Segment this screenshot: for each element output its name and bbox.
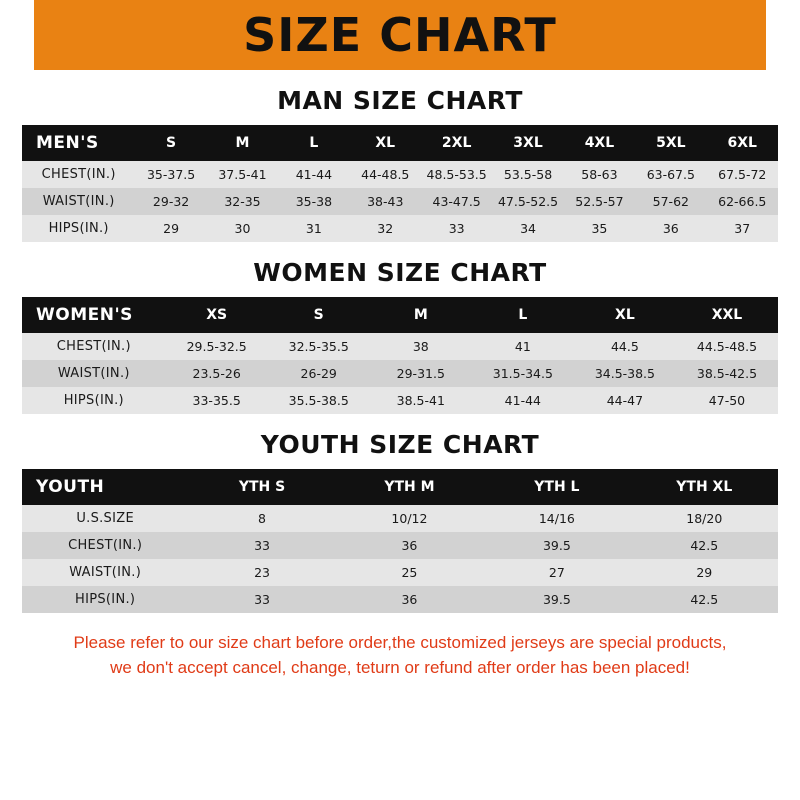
row-label: CHEST(IN.) xyxy=(22,532,188,559)
table-header-row xyxy=(22,125,778,161)
youth-header-label: YOUTH xyxy=(22,469,188,505)
table-cell: 53.5-58 xyxy=(492,161,563,188)
table-cell: 29 xyxy=(631,559,778,586)
row-label: U.S.SIZE xyxy=(22,505,188,532)
table-cell: 44.5 xyxy=(574,333,676,360)
table-row xyxy=(22,333,778,360)
women-header-xl: XL xyxy=(574,297,676,333)
table-cell: 25 xyxy=(336,559,483,586)
table-cell: 39.5 xyxy=(483,586,630,613)
men-header-6xl: 6XL xyxy=(707,125,778,161)
men-header-label: MEN'S xyxy=(22,125,135,161)
table-row xyxy=(22,387,778,414)
row-label: HIPS(IN.) xyxy=(22,387,166,414)
table-row xyxy=(22,161,778,188)
table-cell: 42.5 xyxy=(631,586,778,613)
men-header-m: M xyxy=(207,125,278,161)
men-header-s: S xyxy=(135,125,206,161)
row-label: HIPS(IN.) xyxy=(22,215,135,242)
men-header-2xl: 2XL xyxy=(421,125,492,161)
table-cell: 38 xyxy=(370,333,472,360)
note-line-1: Please refer to our size chart before order,the customized jerseys are special products, xyxy=(73,633,727,652)
table-row xyxy=(22,559,778,586)
table-cell: 44-47 xyxy=(574,387,676,414)
banner-left-notch xyxy=(0,0,34,70)
order-policy-note xyxy=(22,631,778,680)
table-cell: 10/12 xyxy=(336,505,483,532)
table-row xyxy=(22,360,778,387)
women-header-xxl: XXL xyxy=(676,297,778,333)
table-cell: 42.5 xyxy=(631,532,778,559)
table-cell: 67.5-72 xyxy=(707,161,778,188)
table-cell: 18/20 xyxy=(631,505,778,532)
table-cell: 58-63 xyxy=(564,161,635,188)
header-banner xyxy=(0,0,800,70)
table-cell: 34.5-38.5 xyxy=(574,360,676,387)
table-cell: 57-62 xyxy=(635,188,706,215)
table-header-row xyxy=(22,297,778,333)
row-label: CHEST(IN.) xyxy=(22,161,135,188)
banner-right-notch xyxy=(766,0,800,70)
men-table-head xyxy=(22,125,778,161)
table-cell: 36 xyxy=(635,215,706,242)
table-row xyxy=(22,532,778,559)
table-cell: 41-44 xyxy=(472,387,574,414)
table-cell: 33 xyxy=(188,586,335,613)
table-cell: 47-50 xyxy=(676,387,778,414)
table-row xyxy=(22,586,778,613)
men-size-table xyxy=(22,125,778,242)
men-header-l: L xyxy=(278,125,349,161)
women-table-head xyxy=(22,297,778,333)
table-cell: 31 xyxy=(278,215,349,242)
table-cell: 36 xyxy=(336,586,483,613)
table-cell: 36 xyxy=(336,532,483,559)
table-cell: 33 xyxy=(421,215,492,242)
row-label: WAIST(IN.) xyxy=(22,559,188,586)
women-header-l: L xyxy=(472,297,574,333)
table-cell: 32.5-35.5 xyxy=(268,333,370,360)
table-cell: 38-43 xyxy=(350,188,421,215)
table-cell: 44-48.5 xyxy=(350,161,421,188)
table-cell: 34 xyxy=(492,215,563,242)
women-table-body xyxy=(22,333,778,414)
table-cell: 35-38 xyxy=(278,188,349,215)
table-cell: 26-29 xyxy=(268,360,370,387)
women-header-label: WOMEN'S xyxy=(22,297,166,333)
table-cell: 8 xyxy=(188,505,335,532)
note-line-2: we don't accept cancel, change, teturn or refund after order has been placed! xyxy=(110,657,690,677)
table-cell: 37 xyxy=(707,215,778,242)
table-cell: 33 xyxy=(188,532,335,559)
table-cell: 63-67.5 xyxy=(635,161,706,188)
table-cell: 52.5-57 xyxy=(564,188,635,215)
table-cell: 48.5-53.5 xyxy=(421,161,492,188)
women-header-s: S xyxy=(268,297,370,333)
youth-header-xl: YTH XL xyxy=(631,469,778,505)
women-section-title: WOMEN SIZE CHART xyxy=(253,258,547,287)
table-cell: 35.5-38.5 xyxy=(268,387,370,414)
table-cell: 44.5-48.5 xyxy=(676,333,778,360)
table-cell: 14/16 xyxy=(483,505,630,532)
table-cell: 23 xyxy=(188,559,335,586)
row-label: WAIST(IN.) xyxy=(22,188,135,215)
table-cell: 38.5-41 xyxy=(370,387,472,414)
table-cell: 33-35.5 xyxy=(166,387,268,414)
table-cell: 35 xyxy=(564,215,635,242)
table-cell: 29-32 xyxy=(135,188,206,215)
women-header-m: M xyxy=(370,297,472,333)
table-cell: 37.5-41 xyxy=(207,161,278,188)
table-row xyxy=(22,188,778,215)
table-cell: 23.5-26 xyxy=(166,360,268,387)
table-cell: 47.5-52.5 xyxy=(492,188,563,215)
chart-content xyxy=(0,86,800,680)
men-section-title: MAN SIZE CHART xyxy=(277,86,523,115)
youth-header-m: YTH M xyxy=(336,469,483,505)
women-header-xs: XS xyxy=(166,297,268,333)
men-table-body xyxy=(22,161,778,242)
table-row xyxy=(22,505,778,532)
table-cell: 41 xyxy=(472,333,574,360)
row-label: WAIST(IN.) xyxy=(22,360,166,387)
table-cell: 32-35 xyxy=(207,188,278,215)
table-cell: 30 xyxy=(207,215,278,242)
youth-size-table xyxy=(22,469,778,613)
table-cell: 62-66.5 xyxy=(707,188,778,215)
table-cell: 35-37.5 xyxy=(135,161,206,188)
row-label: CHEST(IN.) xyxy=(22,333,166,360)
page-title: SIZE CHART xyxy=(243,8,557,62)
table-cell: 31.5-34.5 xyxy=(472,360,574,387)
table-header-row xyxy=(22,469,778,505)
table-cell: 32 xyxy=(350,215,421,242)
row-label: HIPS(IN.) xyxy=(22,586,188,613)
table-cell: 43-47.5 xyxy=(421,188,492,215)
table-cell: 39.5 xyxy=(483,532,630,559)
table-cell: 27 xyxy=(483,559,630,586)
youth-table-body xyxy=(22,505,778,613)
table-cell: 38.5-42.5 xyxy=(676,360,778,387)
youth-header-s: YTH S xyxy=(188,469,335,505)
women-size-table xyxy=(22,297,778,414)
youth-table-head xyxy=(22,469,778,505)
youth-section-title: YOUTH SIZE CHART xyxy=(260,430,540,459)
table-cell: 29-31.5 xyxy=(370,360,472,387)
table-cell: 41-44 xyxy=(278,161,349,188)
men-header-5xl: 5XL xyxy=(635,125,706,161)
men-header-3xl: 3XL xyxy=(492,125,563,161)
table-cell: 29 xyxy=(135,215,206,242)
table-row xyxy=(22,215,778,242)
men-header-4xl: 4XL xyxy=(564,125,635,161)
youth-header-l: YTH L xyxy=(483,469,630,505)
table-cell: 29.5-32.5 xyxy=(166,333,268,360)
men-header-xl: XL xyxy=(350,125,421,161)
